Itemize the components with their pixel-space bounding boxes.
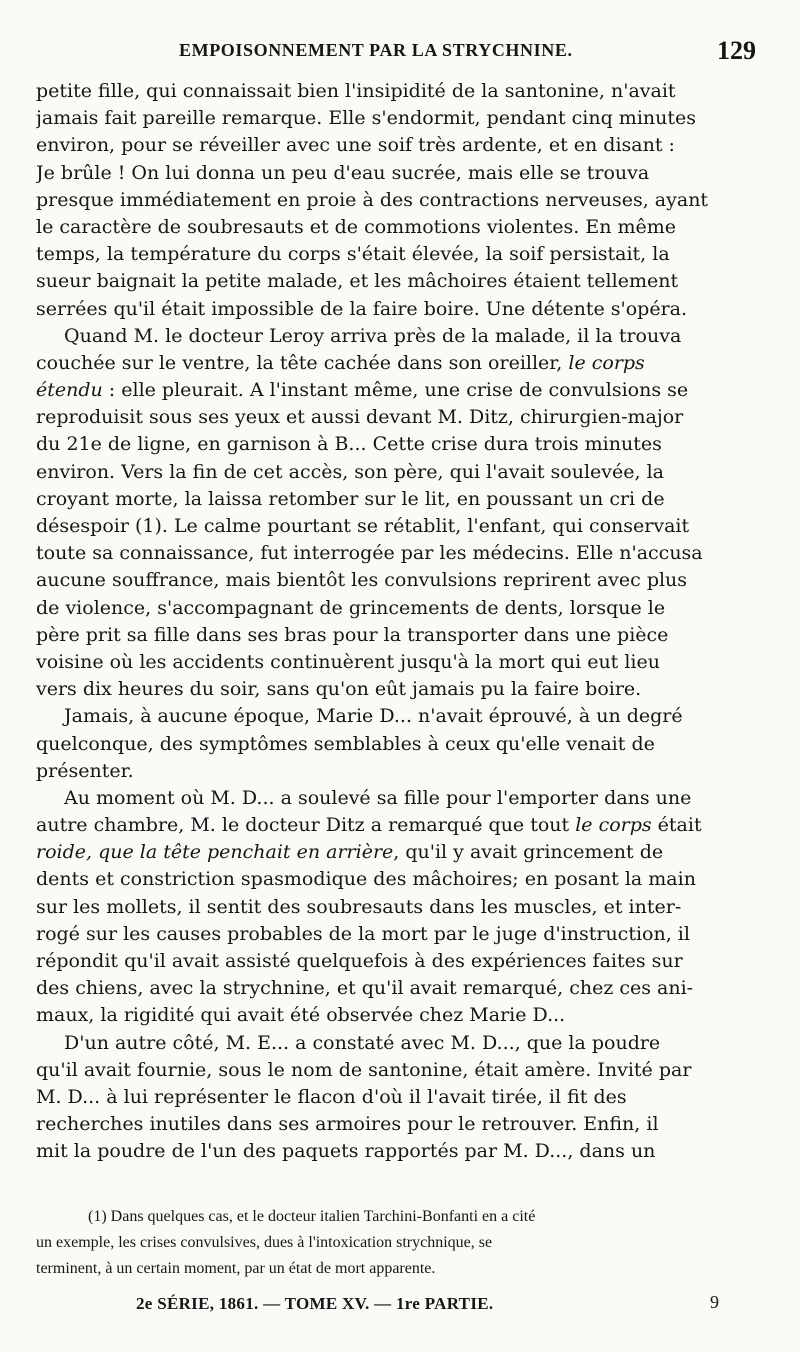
body-text xyxy=(36,78,756,1166)
signature-line xyxy=(36,1290,756,1318)
page-header xyxy=(36,36,756,68)
text-line: présenter. xyxy=(36,759,134,782)
footnote-line: (1) Dans quelques cas, et le docteur italien Tarchini-Bonfanti en a cité xyxy=(88,1208,536,1225)
series-volume-label: 2e SÉRIE, 1861. — TOME XV. — 1re PARTIE. xyxy=(136,1294,494,1313)
text-line: rogé sur les causes probables de la mort par le juge d'instruction, il xyxy=(36,922,690,945)
text-line: quelconque, des symptômes semblables à ceux qu'elle venait de xyxy=(36,732,655,755)
text-line: mit la poudre de l'un des paquets rapportés par M. D..., dans un xyxy=(36,1140,656,1163)
text-line: D'un autre côté, M. E... a constaté avec M. D..., que la poudre xyxy=(64,1031,661,1054)
footnote-line: un exemple, les crises convulsives, dues à l'intoxication strychnique, se xyxy=(36,1234,493,1251)
text-line: croyant morte, la laissa retomber sur le lit, en poussant un cri de xyxy=(36,487,665,510)
text-line: désespoir (1). Le calme pourtant se rétablit, l'enfant, qui conservait xyxy=(36,515,690,537)
text-line: du 21e de ligne, en garnison à B... Cette crise dura trois minutes xyxy=(36,433,662,456)
text-line: aucune souffrance, mais bientôt les convulsions reprirent avec plus xyxy=(36,569,688,592)
text-line: reproduisit sous ses yeux et aussi devant M. Ditz, chirurgien-major xyxy=(36,406,684,429)
footnote-line: terminent, à un certain moment, par un état de mort apparente. xyxy=(36,1260,436,1277)
page-number: 129 xyxy=(717,36,756,65)
text-line: environ, pour se réveiller avec une soif très ardente, et en disant : xyxy=(36,134,675,157)
text-line: M. D... à lui représenter le flacon d'où il l'avait tirée, il fit des xyxy=(36,1085,627,1108)
text-line: qu'il avait fournie, sous le nom de santonine, était amère. Invité par xyxy=(36,1058,692,1081)
text-line: temps, la température du corps s'était élevée, la soif persistait, la xyxy=(36,243,670,266)
text-line: recherches inutiles dans ses armoires pour le retrouver. Enfin, il xyxy=(36,1113,659,1136)
running-title: EMPOISONNEMENT PAR LA STRYCHNINE. xyxy=(179,40,573,60)
footnote xyxy=(36,1204,756,1282)
text-line: étendu : elle pleurait. A l'instant même, une crise de convulsions se xyxy=(36,379,689,402)
text-line: couchée sur le ventre, la tête cachée dans son oreiller, le corps xyxy=(36,351,645,374)
text-line: presque immédiatement en proie à des contractions nerveuses, ayant xyxy=(36,188,709,211)
text-line: environ. Vers la fin de cet accès, son père, qui l'avait soulevée, la xyxy=(36,460,664,483)
text-line: vers dix heures du soir, sans qu'on eût jamais pu la faire boire. xyxy=(36,678,642,701)
text-line: Quand M. le docteur Leroy arriva près de la malade, il la trouva xyxy=(64,324,682,347)
text-line: toute sa connaissance, fut interrogée par les médecins. Elle n'accusa xyxy=(36,542,703,565)
text-line: sueur baignait la petite malade, et les mâchoires étaient tellement xyxy=(36,270,679,293)
text-line: sur les mollets, il sentit des soubresauts dans les muscles, et inter- xyxy=(36,895,682,918)
text-line: roide, que la tête penchait en arrière, qu'il y avait grincement de xyxy=(36,841,664,864)
text-line: Jamais, à aucune époque, Marie D... n'avait éprouvé, à un degré xyxy=(64,705,683,728)
text-line: des chiens, avec la strychnine, et qu'il avait remarqué, chez ces ani- xyxy=(36,977,694,1000)
text-line: Je brûle ! On lui donna un peu d'eau sucrée, mais elle se trouva xyxy=(36,161,650,184)
text-line: le caractère de soubresauts et de commotions violentes. En même xyxy=(36,215,677,238)
text-line: maux, la rigidité qui avait été observée chez Marie D... xyxy=(36,1004,566,1027)
text-line: serrées qu'il était impossible de la faire boire. Une détente s'opéra. xyxy=(36,297,688,320)
text-line: père prit sa fille dans ses bras pour la transporter dans une pièce xyxy=(36,623,669,646)
text-line: jamais fait pareille remarque. Elle s'endormit, pendant cinq minutes xyxy=(36,107,696,130)
text-line: Au moment où M. D... a soulevé sa fille pour l'emporter dans une xyxy=(64,786,692,809)
text-line: petite fille, qui connaissait bien l'insipidité de la santonine, n'avait xyxy=(36,80,676,102)
text-line: répondit qu'il avait assisté quelquefois à des expériences faites sur xyxy=(36,950,683,972)
text-line: voisine où les accidents continuèrent jusqu'à la mort qui eut lieu xyxy=(36,650,660,673)
sheet-number: 9 xyxy=(710,1292,719,1312)
text-line: de violence, s'accompagnant de grincements de dents, lorsque le xyxy=(36,596,666,619)
text-line: dents et constriction spasmodique des mâchoires; en posant la main xyxy=(36,868,696,891)
text-line: autre chambre, M. le docteur Ditz a remarqué que tout le corps était xyxy=(36,814,702,837)
